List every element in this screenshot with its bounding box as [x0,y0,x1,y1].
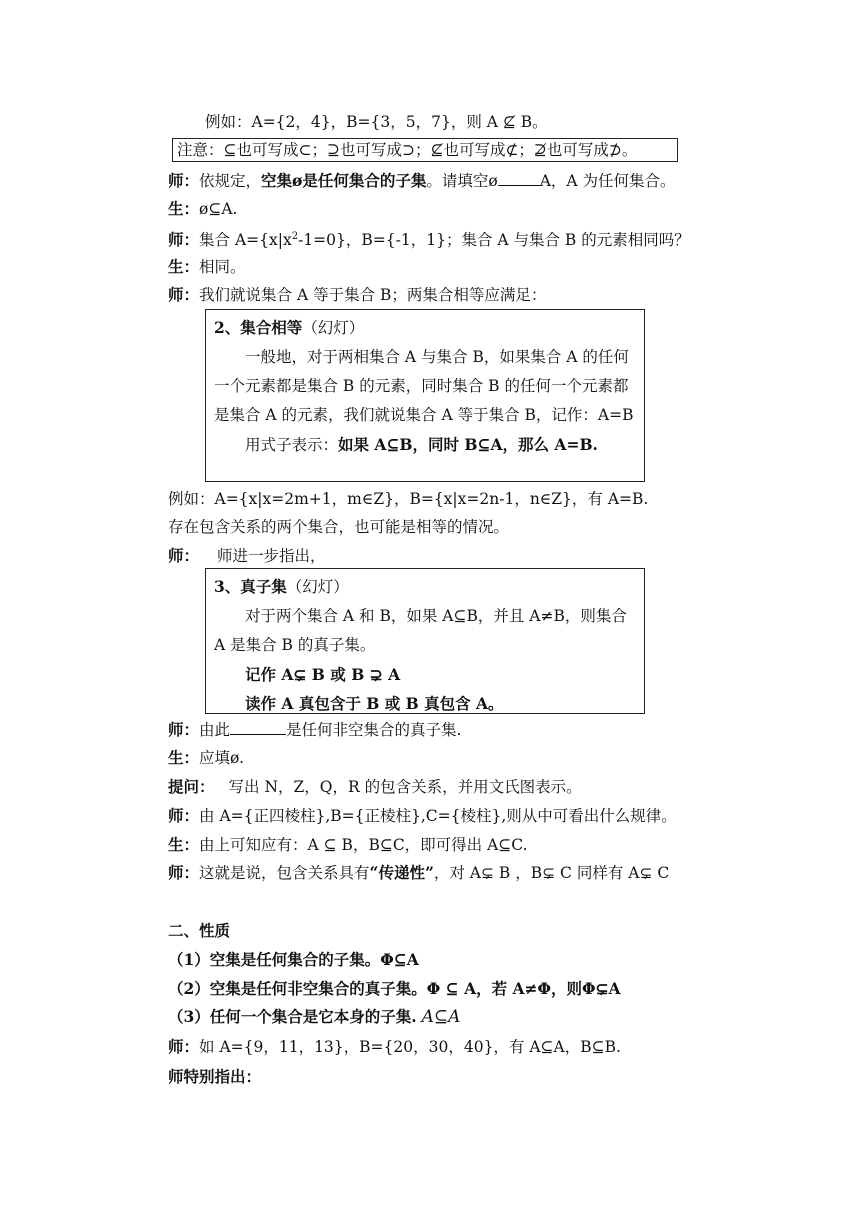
student-line-1 [168,198,237,220]
speaker-label: 师： [168,720,200,739]
teacher-line-prism [168,805,677,827]
teacher-line-equal [168,284,546,306]
text: ，对 A⊊ B ，B⊊ C 同样有 A⊊ C [433,864,670,882]
text: 是任何非空集合的真子集. [286,721,462,739]
teacher-special-note: 师特别指出： [168,1067,262,1086]
note-line: 存在包含关系的两个集合，也可能是相等的情况。 [168,518,510,536]
text: 师进一步指出， [217,547,326,565]
student-line-4 [168,834,528,856]
speaker-label: 师： [168,806,200,825]
teacher-line-transitive [168,862,669,884]
teacher-line-blank [168,719,461,741]
property-2: （2）空集是任何非空集合的真子集。Φ ⊆ A，若 A≠Φ，则Φ⊊A [168,979,621,998]
box-notation-line: 记作 A⊊ B 或 B ⊋ A [245,665,401,684]
set-equality-box [205,309,645,482]
superscript: 2 [291,231,299,242]
speaker-label: 生： [168,199,200,218]
text: 应填ø. [199,749,245,767]
property-1: （1）空集是任何集合的子集。Φ⊆A [168,950,419,969]
speaker-label: 生： [168,835,200,854]
speaker-label: 师： [168,171,200,190]
box-formula-line: 用式子表示：如果 A⊆B，同时 B⊆A，那么 A=B. [245,435,598,454]
box-title: 2、集合相等（幻灯） [214,318,365,337]
teacher-line-empty-set [168,170,676,192]
text: 集合 A={x|x [199,231,292,250]
example-line-1: 例如：A={2，4}，B={3，5，7}，则 A ⊈ B。 [205,113,548,131]
question-line [168,776,582,798]
fill-blank [498,171,540,186]
speaker-label: 生： [168,257,200,276]
box-paragraph: 对于两个集合 A 和 B，如果 A⊆B，并且 A≠B，则集合 A 是集合 B 的真子集。 [214,607,627,654]
note-box: 注意：⊆也可写成⊂；⊇也可写成⊃；⊈也可写成⊄；⊉也可写成⊅。 [172,138,678,162]
speaker-label: 生： [168,748,200,767]
text: 我们就说集合 A 等于集合 B；两集合相等应满足： [199,286,547,304]
emphasis-text: 空集ø是任何集合的子集 [261,171,427,190]
text: 依规定， [199,172,262,190]
fill-blank [230,720,286,735]
emphasis-text: “传递性” [369,863,434,882]
proper-subset-box [205,568,645,714]
student-line-3 [168,747,244,769]
property-3: （3）任何一个集合是它本身的子集. A⊆A [168,1007,461,1027]
teacher-line-example [168,1036,621,1058]
student-line-2 [168,256,246,278]
math-expression: A⊆A [421,1007,461,1027]
text: 如 A={9，11，13}，B={20，30，40}，有 A⊆A，B⊆B. [199,1038,621,1056]
example-line-2: 例如：A={x|x=2m+1，m∈Z}，B={x|x=2n-1，n∈Z}，有 A=B. [168,490,649,508]
text: -1=0}，B={-1，1}；集合 A 与集合 B 的元素相同吗？ [298,231,690,250]
speaker-label: 师： [168,285,200,304]
speaker-label: 师： [168,546,200,565]
speaker-label: 师： [168,230,200,250]
speaker-label: 提问： [168,777,215,796]
box-paragraph: 一般地，对于两相集合 A 与集合 B，如果集合 A 的任何一个元素都是集合 B 的元素，同时集合 B 的任何一个元素都是集合 A 的元素，我们就说集合 A 等于集合 B，记作：A=B [214,348,634,424]
box-reading-line: 读作 A 真包含于 B 或 B 真包含 A。 [245,694,504,713]
text: ø⊆A. [199,200,238,218]
text: 由此 [199,721,231,739]
text: 相同。 [199,258,246,276]
text: 由 A={正四棱柱},B={正棱柱},C={棱柱},则从中可看出什么规律。 [199,807,677,825]
text: A，A 为任何集合。 [539,172,676,190]
section-heading: 二、性质 [168,921,231,940]
box-title: 3、真子集（幻灯） [214,577,349,596]
text: 写出 N，Z，Q，R 的包含关系，并用文氏图表示。 [228,778,582,796]
speaker-label: 师： [168,863,200,882]
teacher-line-set-a [168,226,690,251]
speaker-label: 师： [168,1037,200,1056]
teacher-line-further [168,545,326,567]
text: 这就是说，包含关系具有 [199,864,370,882]
text: 由上可知应有：A ⊆ B，B⊆C，即可得出 A⊆C. [199,836,528,854]
text: 。请填空ø [426,172,498,190]
